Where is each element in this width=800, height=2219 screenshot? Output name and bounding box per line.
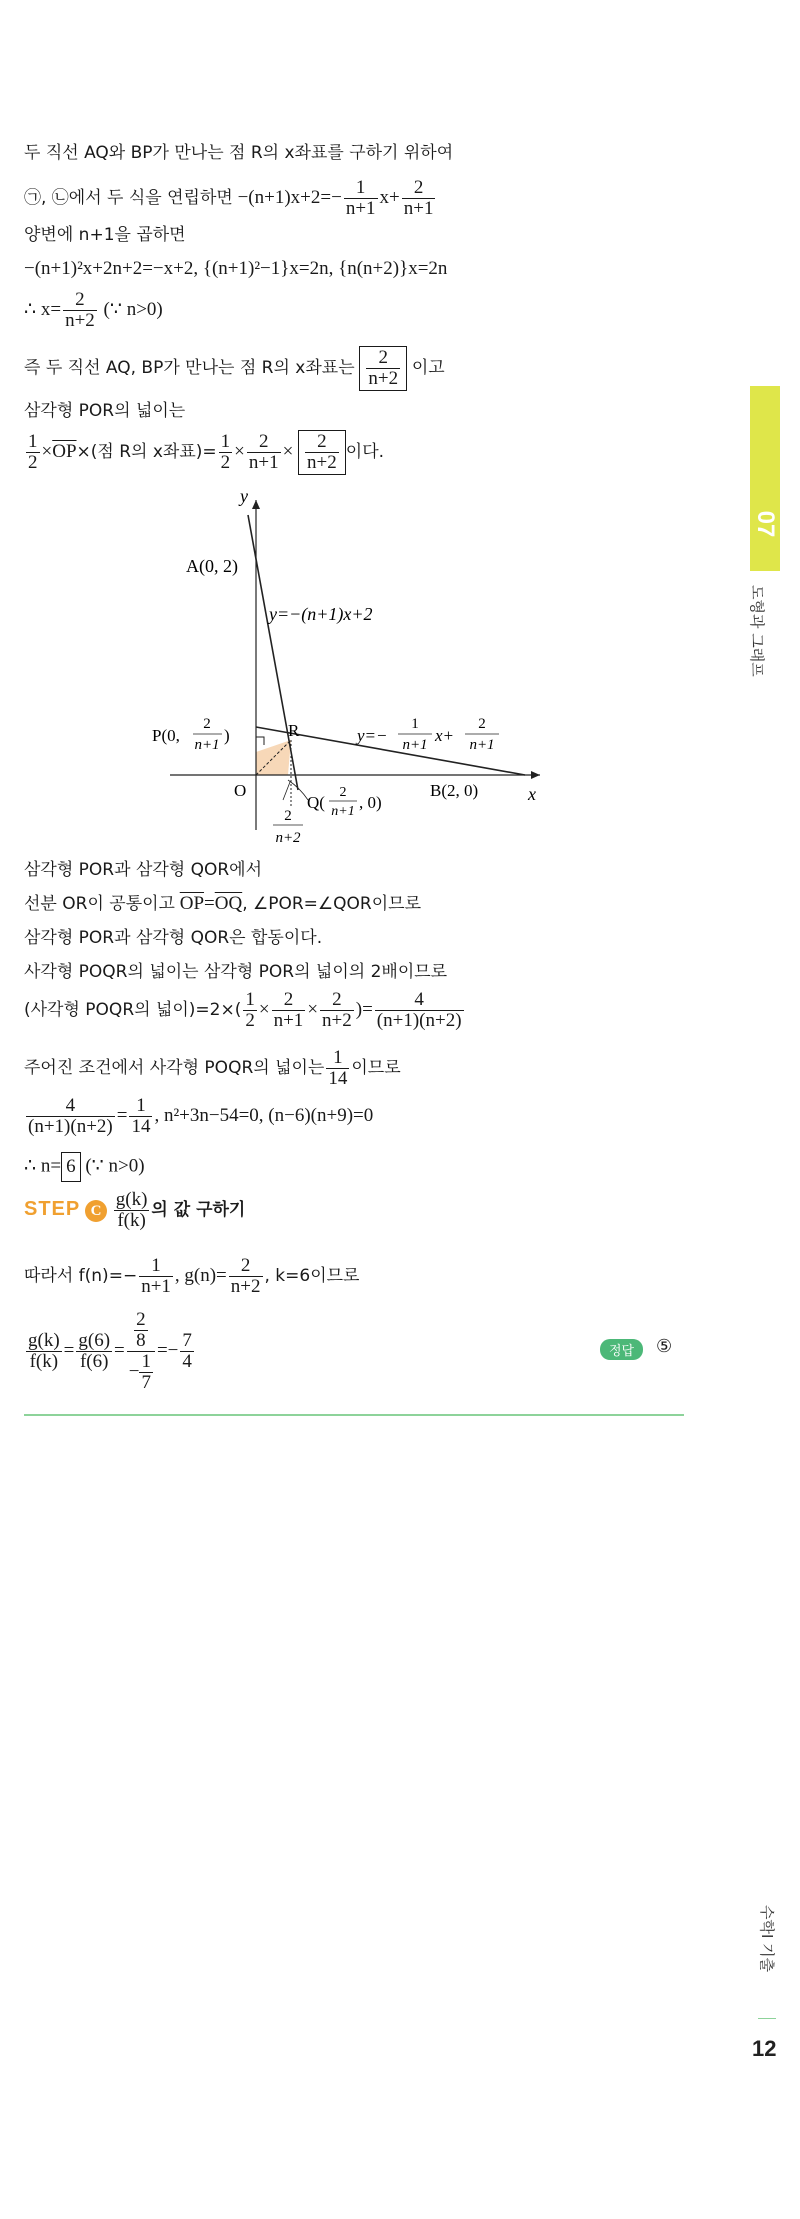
- svg-text:, 0): , 0): [359, 793, 382, 812]
- solution-line-5: ∴ x= $\frac{2}{n+2}$ (∵ n>0): [24, 289, 163, 331]
- proof-line-6: 주어진 조건에서 사각형 POQR의 넓이는 $\frac{1}{14}$ 이므로: [24, 1047, 401, 1089]
- proof-line-1: 삼각형 POR과 삼각형 QOR에서: [24, 860, 263, 880]
- coordinate-graph: [140, 490, 560, 850]
- answer-badge: 정답: [600, 1339, 643, 1360]
- step-c-badge: C: [85, 1200, 107, 1222]
- point-q-label: Q(: [307, 793, 325, 812]
- section-divider: [24, 1414, 684, 1416]
- solution-line-4: −(n+1)²x+2n+2=−x+2, {(n+1)²−1}x=2n, {n(n+2)}x=2n: [24, 258, 448, 279]
- svg-text:2: 2: [478, 716, 486, 732]
- proof-line-3: 삼각형 POR과 삼각형 QOR은 합동이다.: [24, 928, 323, 948]
- proof-line-5: (사각형 POQR의 넓이)=2×( $\frac{1}{2}$ × $\frac{2}{n+1}$ × $\frac{2}{n+2}$ )= $\frac{4}{(n+1)(n+2)}$: [24, 989, 462, 1031]
- answer-box-2: $\frac{2}{n+2}$: [298, 430, 346, 475]
- answer-box-3: 6: [61, 1152, 81, 1182]
- right-angle-mark: [256, 737, 264, 745]
- solution-line-2: ㉠, ㉡에서 두 식을 연립하면 −(n+1)x+2=− $\frac{1}{n+1}$ x+ $\frac{2}{n+1}$: [24, 177, 434, 219]
- answer-value: ⑤: [656, 1336, 673, 1357]
- axis-x-label: x: [528, 784, 536, 804]
- origin-label: O: [234, 781, 247, 800]
- chapter-tab: [750, 386, 780, 571]
- step-c-line-1: 따라서 f(n)=− $\frac{1}{n+1}$ , g(n)= $\frac{2}{n+2}$ , k=6이므로: [24, 1255, 360, 1297]
- step-c-heading: STEP C $\frac{g(k)}{f(k)}$ 의 값 구하기: [24, 1189, 246, 1231]
- svg-text:n+1: n+1: [469, 737, 495, 753]
- point-b-label: B(2, 0): [430, 781, 479, 800]
- svg-text:1: 1: [411, 716, 419, 732]
- svg-text:x+: x+: [435, 726, 455, 745]
- svg-text:2: 2: [339, 785, 347, 800]
- point-a-label: A(0, 2): [186, 556, 238, 576]
- line-bp-label: y=−: [357, 726, 388, 745]
- answer-box-1: $\frac{2}{n+2}$: [359, 346, 407, 391]
- point-p-label-pre: P(0,: [152, 726, 180, 745]
- solution-line-6: 즉 두 직선 AQ, BP가 만나는 점 R의 x좌표는 $\frac{2}{n+2}$ 이고: [24, 347, 445, 389]
- svg-text:): ): [224, 726, 230, 745]
- page-number-divider: [758, 2018, 776, 2019]
- svg-text:n+1: n+1: [402, 737, 428, 753]
- svg-text:n+1: n+1: [331, 804, 355, 819]
- x-r-label: 2: [284, 808, 292, 824]
- proof-line-7: $\frac{4}{(n+1)(n+2)}$ = $\frac{1}{14}$ , n²+3n−54=0, (n−6)(n+9)=0: [28, 1095, 374, 1137]
- proof-line-8: ∴ n= 6 (∵ n>0): [24, 1152, 145, 1182]
- solution-line-3: 양변에 n+1을 곱하면: [24, 225, 186, 245]
- chapter-tab-number: 07: [752, 510, 779, 538]
- book-section-label: 수학Ⅰ 기출: [758, 1905, 776, 1973]
- point-r-label: R: [288, 721, 300, 740]
- svg-text:n+2: n+2: [275, 830, 301, 846]
- step-c-line-2: $\frac{g(k)}{f(k)}$ = $\frac{g(6)}{f(6)}$ = $\frac{2}{8}$ − $\frac{1}{7}$ =− $\frac{7}{4}$: [28, 1309, 192, 1393]
- line-aq-label: y=−(n+1)x+2: [269, 604, 373, 624]
- proof-line-2: 선분 OR이 공통이고 $\overline{OP}=\overline{OQ}$, ∠POR=∠QOR이므로: [24, 893, 422, 914]
- svg-text:n+1: n+1: [194, 737, 220, 753]
- svg-text:2: 2: [203, 716, 211, 732]
- solution-line-8: $\frac{1}{2}$ $\times\overline{OP}\times$(점 R의 x좌표)= $\frac{1}{2}$ × $\frac{2}{n+1}$ × $\frac{2}{n+2}$ 이다.: [28, 431, 385, 473]
- chapter-tab-label: 도형과 그래프: [748, 585, 766, 677]
- page-number: 12: [752, 2036, 777, 2061]
- solution-line-1: 두 직선 AQ와 BP가 만나는 점 R의 x좌표를 구하기 위하여: [24, 143, 454, 163]
- solution-line-7: 삼각형 POR의 넓이는: [24, 401, 186, 421]
- axis-y-label: y: [240, 490, 248, 506]
- proof-line-4: 사각형 POQR의 넓이는 삼각형 POR의 넓이의 2배이므로: [24, 962, 448, 982]
